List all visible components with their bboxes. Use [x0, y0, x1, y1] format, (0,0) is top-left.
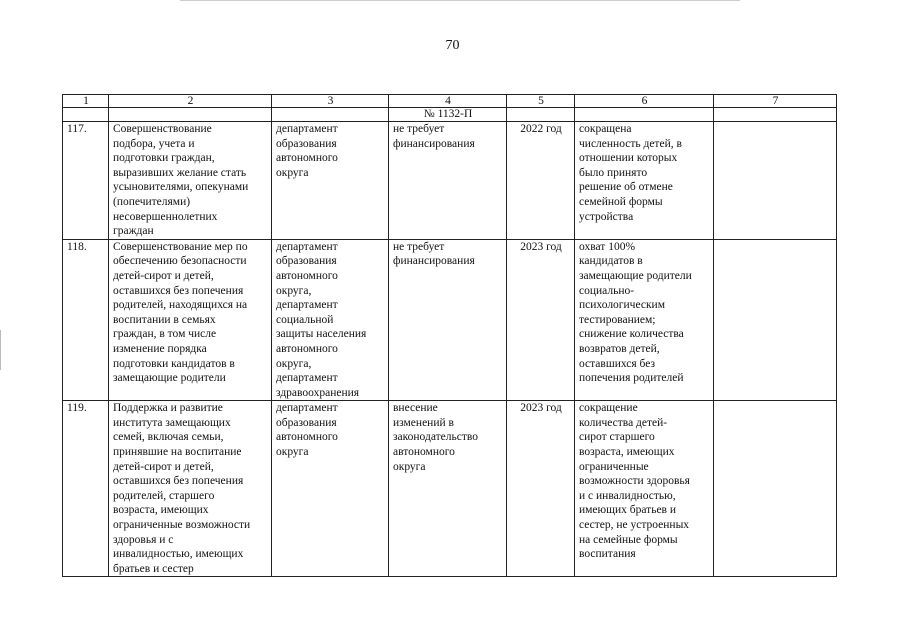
- cell-text-line: Поддержка и развитие: [113, 402, 223, 415]
- measure-cell: [109, 401, 272, 577]
- cell-text-line: округа: [393, 460, 426, 473]
- cell-text-line: братьев и сестер: [113, 562, 194, 575]
- cell-text-line: инвалидностью, имеющих: [113, 548, 244, 561]
- cell-text-line: автономного: [276, 152, 338, 165]
- column-header: 7: [714, 95, 837, 108]
- cell-text-line: подготовки кандидатов в: [113, 357, 235, 370]
- result-cell: [575, 401, 714, 577]
- measure-cell: [109, 239, 272, 401]
- cell-text-line: снижение количества: [579, 328, 684, 341]
- cell-text-line: возраста, имеющих: [579, 446, 675, 459]
- row-number: 118.: [63, 239, 109, 401]
- cell-text-line: образования: [276, 137, 337, 150]
- cell-text-line: возраста, имеющих: [113, 504, 209, 517]
- cell-text-line: образования: [276, 255, 337, 268]
- financing-cell: [389, 239, 507, 401]
- cell-text-line: института замещающих: [113, 416, 231, 429]
- cell-text-line: и с инвалидностью,: [579, 489, 676, 502]
- measure-cell: [109, 122, 272, 240]
- cell-text-line: департамент: [276, 123, 338, 135]
- note-cell: [714, 122, 837, 240]
- column-header: 1: [63, 95, 109, 108]
- cell-text-line: охват 100%: [579, 240, 636, 253]
- table-row: [63, 401, 837, 577]
- cell-text-line: автономного: [276, 342, 338, 355]
- column-header: 5: [507, 95, 575, 108]
- cell-text-line: округа: [276, 166, 309, 179]
- measures-table: [62, 94, 837, 577]
- row-number: 117.: [63, 122, 109, 240]
- cell-text-line: департамент: [276, 299, 338, 312]
- cell-text-line: автономного: [393, 446, 455, 459]
- cell-text-line: принявшие на воспитание: [113, 446, 242, 459]
- cell-text-line: замещающие родители: [579, 269, 692, 282]
- cell-text-line: финансирования: [393, 255, 475, 268]
- cell-text-line: родителей, старшего: [113, 489, 215, 502]
- cell-text-line: усыновителями, опекунами: [113, 181, 249, 194]
- result-cell: [575, 122, 714, 240]
- cell-text-line: оставшихся без: [579, 357, 656, 370]
- cell-text-line: психологическим: [579, 299, 665, 312]
- cell-text-line: детей-сирот и детей,: [113, 269, 214, 282]
- table-row-order-continuation: [63, 108, 837, 122]
- row-number: 119.: [63, 401, 109, 577]
- cell-text-line: ограниченные: [579, 460, 649, 473]
- executor-cell: [272, 401, 389, 577]
- cell-text-line: здоровья и с: [113, 533, 174, 546]
- cell-text-line: несовершеннолетних: [113, 210, 218, 223]
- cell-text-line: оставшихся без попечения: [113, 284, 244, 297]
- cell-text-line: воспитания: [579, 548, 636, 561]
- note-cell: [714, 239, 837, 401]
- cell-text-line: округа: [276, 446, 309, 459]
- cell-text-line: социально-: [579, 284, 635, 297]
- cell-text-line: департамент: [276, 240, 338, 253]
- table-header-row: [63, 95, 837, 108]
- cell-text-line: детей-сирот и детей,: [113, 460, 214, 473]
- cell-text-line: финансирования: [393, 137, 475, 150]
- cell-text-line: попечения родителей: [579, 372, 684, 385]
- column-header: 4: [389, 95, 507, 108]
- cell-text-line: возвратов детей,: [579, 342, 660, 355]
- cell-text-line: устройства: [579, 210, 634, 223]
- cell-text-line: оставшихся без попечения: [113, 475, 244, 488]
- cell-text-line: было принято: [579, 166, 648, 179]
- cell-text-line: тестированием;: [579, 313, 656, 326]
- cell-text-line: подготовки граждан,: [113, 152, 215, 165]
- executor-cell: [272, 239, 389, 401]
- cell-text-line: не требует: [393, 123, 445, 135]
- cell-text-line: здравоохранения: [276, 386, 360, 399]
- cell-text-line: имеющих братьев и: [579, 504, 677, 517]
- cell-text-line: социальной: [276, 313, 334, 326]
- cell-text-line: Совершенствование: [113, 123, 212, 135]
- cell-text-line: кандидатов в: [579, 255, 643, 268]
- cell-text-line: граждан: [113, 225, 154, 238]
- scan-edge-mark: [0, 330, 3, 370]
- cell-text-line: изменений в: [393, 416, 454, 429]
- cell-text-line: округа,: [276, 357, 312, 370]
- cell-text-line: не требует: [393, 240, 445, 253]
- scan-top-rule: [180, 0, 740, 1]
- cell-text-line: воспитании в семьях: [113, 313, 216, 326]
- cell-text-line: автономного: [276, 431, 338, 444]
- cell-text-line: семей, включая семьи,: [113, 431, 224, 444]
- page-number: 70: [445, 38, 460, 53]
- cell-text-line: сестер, не устроенных: [579, 519, 690, 532]
- cell-text-line: замещающие родители: [113, 372, 226, 385]
- column-header: 6: [575, 95, 714, 108]
- cell-text-line: внесение: [393, 402, 438, 415]
- cell-text-line: (попечителями): [113, 195, 191, 208]
- cell-text-line: Совершенствование мер по: [113, 240, 248, 253]
- cell-text-line: численность детей, в: [579, 137, 682, 150]
- column-header: 2: [109, 95, 272, 108]
- cell-text-line: сокращение: [579, 402, 638, 415]
- cell-text-line: возможности здоровья: [579, 475, 690, 488]
- cell-text-line: подбора, учета и: [113, 137, 195, 150]
- table-row: [63, 122, 837, 240]
- year-cell: 2023 год: [507, 239, 575, 401]
- order-number-cell: № 1132-П: [389, 108, 507, 122]
- year-cell: 2023 год: [507, 401, 575, 577]
- financing-cell: [389, 122, 507, 240]
- cell-text-line: обеспечению безопасности: [113, 255, 247, 268]
- cell-text-line: защиты населения: [276, 328, 367, 341]
- cell-text-line: изменение порядка: [113, 342, 207, 355]
- cell-text-line: родителей, находящихся на: [113, 299, 248, 312]
- result-cell: [575, 239, 714, 401]
- cell-text-line: округа,: [276, 284, 312, 297]
- cell-text-line: департамент: [276, 372, 338, 385]
- cell-text-line: на семейные формы: [579, 533, 678, 546]
- year-cell: 2022 год: [507, 122, 575, 240]
- cell-text-line: выразивших желание стать: [113, 166, 247, 179]
- table-row: [63, 239, 837, 401]
- executor-cell: [272, 122, 389, 240]
- cell-text-line: департамент: [276, 402, 338, 415]
- cell-text-line: законодательство: [393, 431, 478, 444]
- cell-text-line: ограниченные возможности: [113, 519, 251, 532]
- cell-text-line: образования: [276, 416, 337, 429]
- note-cell: [714, 401, 837, 577]
- cell-text-line: граждан, в том числе: [113, 328, 217, 341]
- column-header: 3: [272, 95, 389, 108]
- financing-cell: [389, 401, 507, 577]
- cell-text-line: отношении которых: [579, 152, 678, 165]
- cell-text-line: сирот старшего: [579, 431, 655, 444]
- cell-text-line: семейной формы: [579, 195, 663, 208]
- cell-text-line: количества детей-: [579, 416, 668, 429]
- cell-text-line: автономного: [276, 269, 338, 282]
- cell-text-line: решение об отмене: [579, 181, 673, 194]
- cell-text-line: сокращена: [579, 123, 632, 135]
